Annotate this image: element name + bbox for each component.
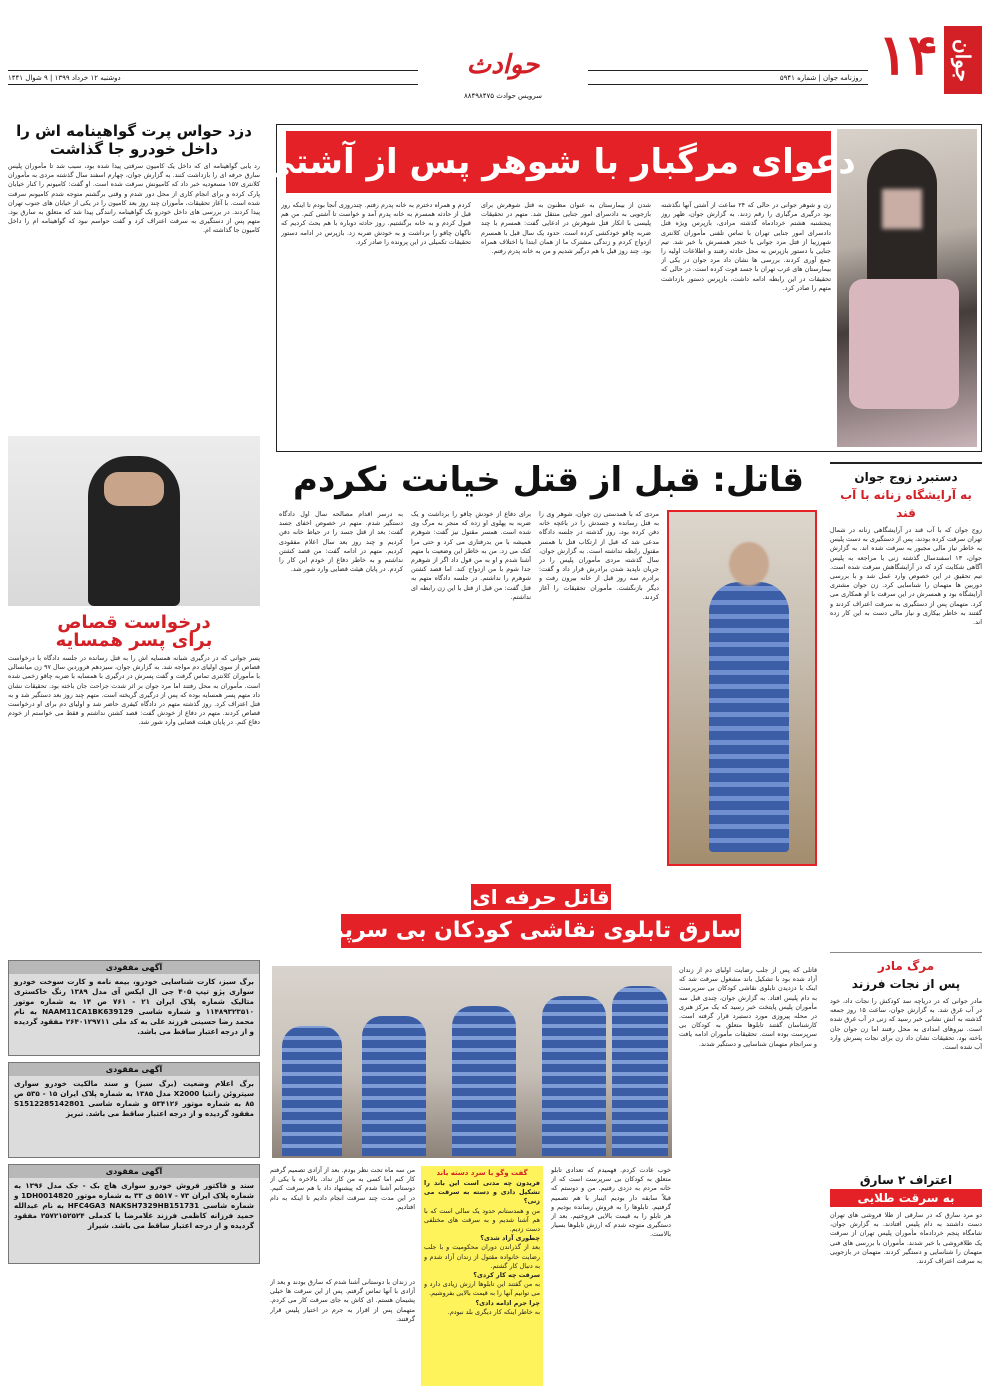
lead-story: [261, 124, 982, 452]
ad-1-text: برگ سبز، کارت شناسایی خودرو، بیمه نامه و کارت سوخت خودرو سواری پژو تیپ ۴۰۵ جی ال ایکس آی مدل ۱۳۸۹ رنگ خاکستری متالیک شماره پلاک ایران ۲۱ - ۷۶۱ ص ۱۴ به شماره موتور ۱۱۴۸۹۳۲۳۵۱۰ و شماره شاسی NAAM11CA1BK639129 به نام محمد رضا حسینی فرزند علی به کد ملی ۲۶۴۰۱۲۹۷۱۱ مفقود گردیده و از درجه اعتبار ساقط می باشد.: [14, 977, 254, 1036]
ad-1: [8, 960, 260, 1056]
interview-a2: بعد از گذراندن دوران محکومیت و با جلب رضایت خانواده مقتول از زندان آزاد شدم و به دنبال کار گشتم.: [424, 1243, 540, 1270]
middle-photo-figure: [709, 582, 789, 852]
section-logo: حوادث: [466, 50, 540, 80]
right-story2-subtitle: پس از نجات فرزند: [851, 977, 961, 991]
suspect-4: [542, 996, 606, 1156]
ad-2-title: آگهی مفقودی: [9, 1063, 259, 1076]
left-column: [8, 118, 260, 1392]
bottom-kicker: قاتل حرفه ای: [472, 885, 610, 909]
interview-box: [421, 1166, 543, 1386]
middle-col-1: مردی که با همدستی زن جوان، شوهر وی را به قتل رسانده و جسدش را در باغچه خانه دفن کرده بود، روز گذشته در جلسه دادگاه مدعی شد که قبل از ارتکاب قتل با همسر مقتول رابطه نداشته است. به گزارش جوان، سال گذشته مردی مأموران پلیس را در جریان ناپدید شدن برادرش قرار داد و گفت: برادرم سه روز قبل از خانه بیرون رفت و دیگر بازنگشت. مأموران تحقیقات را آغاز کردند.: [539, 510, 659, 601]
lead-photo: [837, 129, 977, 447]
middle-headline: قاتل: قبل از قتل خیانت نکردم: [292, 460, 805, 500]
suspect-2: [362, 1016, 426, 1156]
middle-col-3: به درسر اقدام مصالحه سال اول دادگاه دستگیر شدم. متهم در خصوص اخفای جسد گفت: بعد از قتل جسد را در حیاط خانه دفن کردیم و چند روز بعد سال اعلام مفقودی کردیم. متهم در ادامه گفت: من قصد کشتن نداشتم و به خاطر دفاع از خودم این کار را کردم. در پایان هیئت قضایی وارد شور شد.: [279, 510, 403, 574]
suspect-1: [282, 1026, 342, 1156]
right-column: [830, 462, 982, 1392]
ad-3-title: آگهی مفقودی: [9, 1165, 259, 1178]
bottom-col-1: قاتلی که پس از جلب رضایت اولیای دم از زندان آزاد شده بود با تشکیل باند مشغول سرقت شد که اینک با دزدیدن تابلوی نقاشی کودکان بی سرپرست به دام پلیس افتاد. به گزارش جوان، چندی قبل سه مأموران پلیس پایتخت خبر رسید که یک مرکز هنری در محله پیروزی مورد دستبرد قرار گرفته است. کارشناسان گفتند تابلوها متعلق به کودکان بی سرپرست بوده است. تحقیقات مأموران ادامه یافت و سرانجام متهمان شناسایی و دستگیر شدند.: [679, 966, 817, 1048]
lead-col-3: کردم و همراه دخترم به خانه پدرم رفتم. چندروزی آنجا بودم تا اینکه روز قبل از حادثه همسرم به خانه پدرم آمد و خواست تا آشتی کنم. من هم قبول کردم و به خانه برگشتیم. روز حادثه دوباره با هم بحث کردیم که ناگهان چاقو را برداشت و به خودش ضربه زد. بازپرس در ادامه دستور تحقیقات تکمیلی در این پرونده را صادر کرد.: [281, 201, 471, 246]
masthead-rule-bottom-right: [588, 84, 868, 85]
interview-title: گفت وگو با سرد دسته باند: [436, 1169, 528, 1177]
masthead-rule-top: [8, 70, 418, 71]
ad-3-text: سند و فاکتور فروش خودرو سواری هاچ بک - جک مدل ۱۳۹۶ به شماره پلاک ایران ۷۳ - ۵۵۱۷ ی ۳۳ به شماره موتور 1DH0014820 و شماره شاسی HFC4GA3 NAKSH7329HB151731 به نام عبدالله حمید فرزانه کاظمی فرزند غلامرضا با کدملی ۲۵۷۲۱۵۲۵۲۴ مفقود گردیده و از درجه اعتبار ساقط می باشد. شیراز: [14, 1181, 255, 1230]
left-photo-hands: [104, 472, 164, 506]
masthead-rule-bottom: [8, 84, 418, 85]
ad-2: [8, 1062, 260, 1158]
page-number: ۱۴: [877, 22, 938, 88]
right-story1-title: دستبرد زوج جوان: [854, 470, 958, 484]
lead-col-2: شدن از بیمارستان به عنوان مظنون به قتل شوهرش برای بازجویی به دادسرای امور جنایی منتقل شد. متهم در تحقیقات پلیسی با انکار قتل شوهرش در ادعایی گفت: همسرم با چند ضربه چاقو خودکشی کرده است. حدود یک سال قبل با همسرم ازدواج کردم و زندگی مشترک ما از همان ابتدا با اختلاف همراه بود. چند روز قبل با هم درگیر شدیم و من به خانه پدرم رفتم.: [481, 201, 651, 256]
paper-meta: روزنامه جوان | شماره ۵۹۴۱: [779, 74, 862, 82]
date-meta: دوشنبه ۱۲ خرداد ۱۳۹۹ | ۹ شوال ۱۴۴۱: [8, 74, 121, 82]
right-story3-text: دو مرد سارق که در سارقی از طلا فروشی های تهران دست داشتند به دام پلیس افتادند. به گزارش جوان، شامگاه پنجم خردادماه مأموران پلیس تهران از سرقت یک طلافروشی با خبر شدند. مأموران با بررسی های فنی متهمان را شناسایی و دستگیر کردند. متهمان در بازجویی به سرقت اعتراف کردند.: [830, 1211, 982, 1266]
right-story2-title: مرگ مادر: [830, 952, 982, 975]
suspect-5: [612, 986, 668, 1156]
interview-a3: به من گفتند این تابلوها ارزش زیادی دارد و می توانیم آنها را به قیمت بالایی بفروشیم.: [424, 1280, 540, 1298]
left-story2-text: پسر جوانی که در درگیری شبانه همسایه اش را به قتل رسانده در جلسه دادگاه با درخواست قصاص از سوی اولیای دم مواجه شد. به گزارش جوان، سیزدهم فروردین سال ۹۷ زن میانسالی با مأموران کلانتری تماس گرفت و گفت پسرش در درگیری با همسایه با ضربه چاقو زخمی شده است. مأموران به محل رفتند اما مرد جوان بر اثر شدت جراحت جان باخته بود. تحقیقات نشان داد متهم پسر همسایه بوده که پس از درگیری گریخته است. متهم چند روز بعد دستگیر شد و به قتل اعتراف کرد. روز گذشته متهم در دادگاه کیفری حاضر شد و اولیای دم برای او درخواست قصاص کردند. متهم در دفاع از خودش گفت: قصد کشتن نداشتم و فقط می خواستم از خودم دفاع کنم. در پایان هیئت قضایی وارد شور شد.: [8, 654, 260, 727]
ad-2-text: برگ اعلام وضعیت (برگ سبز) و سند مالکیت خودرو سواری سیتروئن زانتیا X2000 مدل ۱۳۸۵ به شماره پلاک ایران ۱۵ - ۵۳۵ ص ۸۵ به شماره موتور ۵۳۴۱۲۶ و شماره شاسی S1512285142801 مفقود گردیده و از درجه اعتبار ساقط می باشد. تبریز: [14, 1079, 255, 1118]
interview-q1: فریدون چه مدتی است این باند را تشکیل دادی و دسته به سرقت می زنی؟: [424, 1179, 540, 1206]
right-story3-title: اعتراف ۲ سارق: [859, 1173, 953, 1187]
masthead: [8, 22, 982, 104]
suspect-3: [452, 1006, 516, 1156]
service-line: سرویس حوادث ۸۸۴۹۸۴۷۵: [463, 92, 543, 100]
left-story1-title-1: دزد حواس پرت گواهینامه اش را: [16, 122, 252, 140]
bottom-col-5: در زندان با دوستانی آشنا شدم که سارق بودند و بعد از آزادی با آنها تماس گرفتم. پس از این سرقت ها خیلی پشیمان هستم. ای کاش به جای سرقت کار می کردم. متهمان پس از اقرار به جرم در اختیار پلیس قرار گرفتند.: [270, 1278, 415, 1323]
middle-photo-head: [729, 542, 769, 586]
lead-col-1: زن و شوهر جوانی در حالی که ۲۴ ساعت از آشتی آنها نگذشته بود درگیری مرگباری را رقم زدند. به گزارش جوان، ظهر روز پنجشنبه هشتم خردادماه گذشته مرادی، بازپرس ویژه قتل دادسرای امور جنایی تهران با تماس تلفنی مأموران کلانتری شهرزیبا از قتل مرد جوانی با خنجر همسرش با خبر شد. تیم جنایی با دستور بازپرس به محل حادثه رفتند و اطلاعات اولیه را جمع آوری کردند. بررسی ها نشان داد مرد جوان در یکی از بیمارستان های غرب تهران با جسد فوت کرده است. در حالی که تحقیقات در این رابطه ادامه داشت، بازپرس دستور بازداشت متهم را صادر کرد.: [661, 201, 831, 292]
left-story1-text: رد یابی گواهینامه ای که داخل یک کامیون سرقتی پیدا شده بود، سبب شد تا مأموران پلیس سارق حرفه ای را بازداشت کنند. به گزارش جوان، چهارم اسفند سال گذشته مردی به مأموران کلانتری ۱۵۷ مسعودیه خبر داد که کامیونش سرقت شده است. او گفت: کامیونم را کنار خیابان پارک کرده و برای انجام کاری از محل دور شدم و وقتی برگشتم متوجه شدم کامیونم سرقت شده است. با آغاز تحقیقات، مأموران چند روز بعد کامیون را در یکی از خیابان های جنوب تهران پیدا کردند. در بررسی های داخل خودرو یک گواهینامه رانندگی پیدا شد که متعلق به سارق بود. متهم پس از دستگیری به سرقت اعتراف کرد و گفت حواسم نبود که گواهینامه ام را داخل کامیون جا گذاشته ام.: [8, 162, 260, 235]
masthead-rule-top-right: [588, 70, 868, 71]
middle-story: [276, 440, 821, 870]
left-story2-title-2: برای پسر همسایه: [55, 630, 213, 651]
middle-col-2: برای دفاع از خودش چاقو را برداشت و یک ضربه به پهلوی او زده که منجر به مرگ وی شده است. همسر مقتول نیز گفت: شوهرم همیشه با من بدرفتاری می کرد و حتی مرا کتک می زد. من به خاطر این وضعیت با متهم آشنا شدم و او به من قول داد اگر از شوهرم جدا شوم با من ازدواج کند. اما قصد کشتن شوهرم را نداشتم. در جلسه دادگاه متهم به قتل گفت: من قبل از قتل با این زن رابطه ای نداشتم.: [411, 510, 531, 601]
right-story1-text: زوج جوان که با آب قند در آرایشگاهی زنانه در شمال تهران سرقت کرده بودند، پس از دستگیری به دست پلیس به خاطر نیاز مالی مجبور به سرقت شده اند. به گزارش جوان، ۱۳ اسفندسال گذشته زنی با مراجعه به پلیس آگاهی شکایت کرد که در آرایشگاهش سرقت شده است. تیم تحقیق در این خصوص وارد عمل شد و با بررسی دوربین ها متهمان را شناسایی کرد. زن جوان مشتری آرایشگاه بود و همسرش در این سرقت با او همکاری می کرد. متهمان پس از دستگیری به سرقت اعتراف کردند و گفتند به خاطر بیکاری و نیاز مالی دست به این کار زده اند.: [830, 526, 982, 627]
interview-a4: به خاطر اینکه کار دیگری بلد نبودم.: [447, 1307, 540, 1316]
interview-q3: سرقت چه کار کردی؟: [473, 1271, 540, 1280]
ad-1-title: آگهی مفقودی: [9, 961, 259, 974]
bottom-headline-block: [244, 884, 741, 960]
left-photo: [8, 436, 260, 606]
lead-photo-face-blur: [882, 189, 922, 229]
interview-q2: چطوری آزاد شدی؟: [480, 1234, 540, 1243]
interview-a1: من و همدستانم حدود یک سالی است که با هم آشنا شدیم و به سرقت های مختلفی دست زدیم.: [424, 1206, 540, 1234]
bottom-col-2: خوب عادت کردم. فهمیدم که تعدادی تابلو متعلق به کودکان بی سرپرست است که از خانه مردم به دزدی رفتیم. من و دوستم که قبلاً سابقه دار بودیم اینبار با هم تصمیم گرفتیم. تابلوها را به فروش رسانده بودیم و هر تابلو را به قیمت بالایی فروختیم. بعد از دستگیری متوجه شدم که ارزش تابلوها بسیار بالاست.: [551, 1166, 671, 1239]
left-story1-title-2: داخل خودرو جا گذاشت: [49, 140, 219, 158]
middle-photo: [667, 510, 817, 866]
bottom-story: [244, 878, 821, 1390]
lead-headline-band: [261, 131, 856, 193]
paper-logo: جوان: [944, 26, 982, 94]
lead-headline: دعوای مرگبار با شوهر پس از آشتی: [261, 142, 856, 182]
right-story1-subtitle: به آرایشگاه زنانه با آب قند: [840, 488, 972, 520]
ad-3: [8, 1164, 260, 1264]
bottom-headline: سارق تابلوی نقاشی کودکان بی سرپرست شد: [341, 914, 741, 948]
left-story2-title-1: درخواست قصاص: [57, 612, 211, 633]
lead-photo-garment: [849, 279, 959, 409]
interview-q4: چرا جرم ادامه دادی؟: [475, 1298, 540, 1307]
right-story2-text: مادر جوانی که در دریاچه سد کودکش را نجات داد، خود در آب غرق شد. به گزارش جوان، ساعت ۱۵ روز جمعه گذشته به آتش نشانی خبر رسید که زنی در آب غرق شده است. نیروهای امدادی به محل رفتند اما زن جوان جان باخته بود. تحقیقات نشان داد زن برای نجات پسرش وارد آب شده است.: [830, 997, 982, 1052]
bottom-photo: [272, 966, 672, 1158]
right-story3-subtitle: به سرقت طلایی: [830, 1189, 982, 1207]
bottom-col-4: من سه ماه تحت نظر بودم. بعد از آزادی تصمیم گرفتم کار کنم اما کسی به من کار نداد. بالاخره با یکی از دوستانم آشنا شدم که پیشنهاد داد با هم سرقت کنیم. در این مدت چند سرقت انجام دادیم تا اینکه به دام افتادیم.: [270, 1166, 415, 1211]
